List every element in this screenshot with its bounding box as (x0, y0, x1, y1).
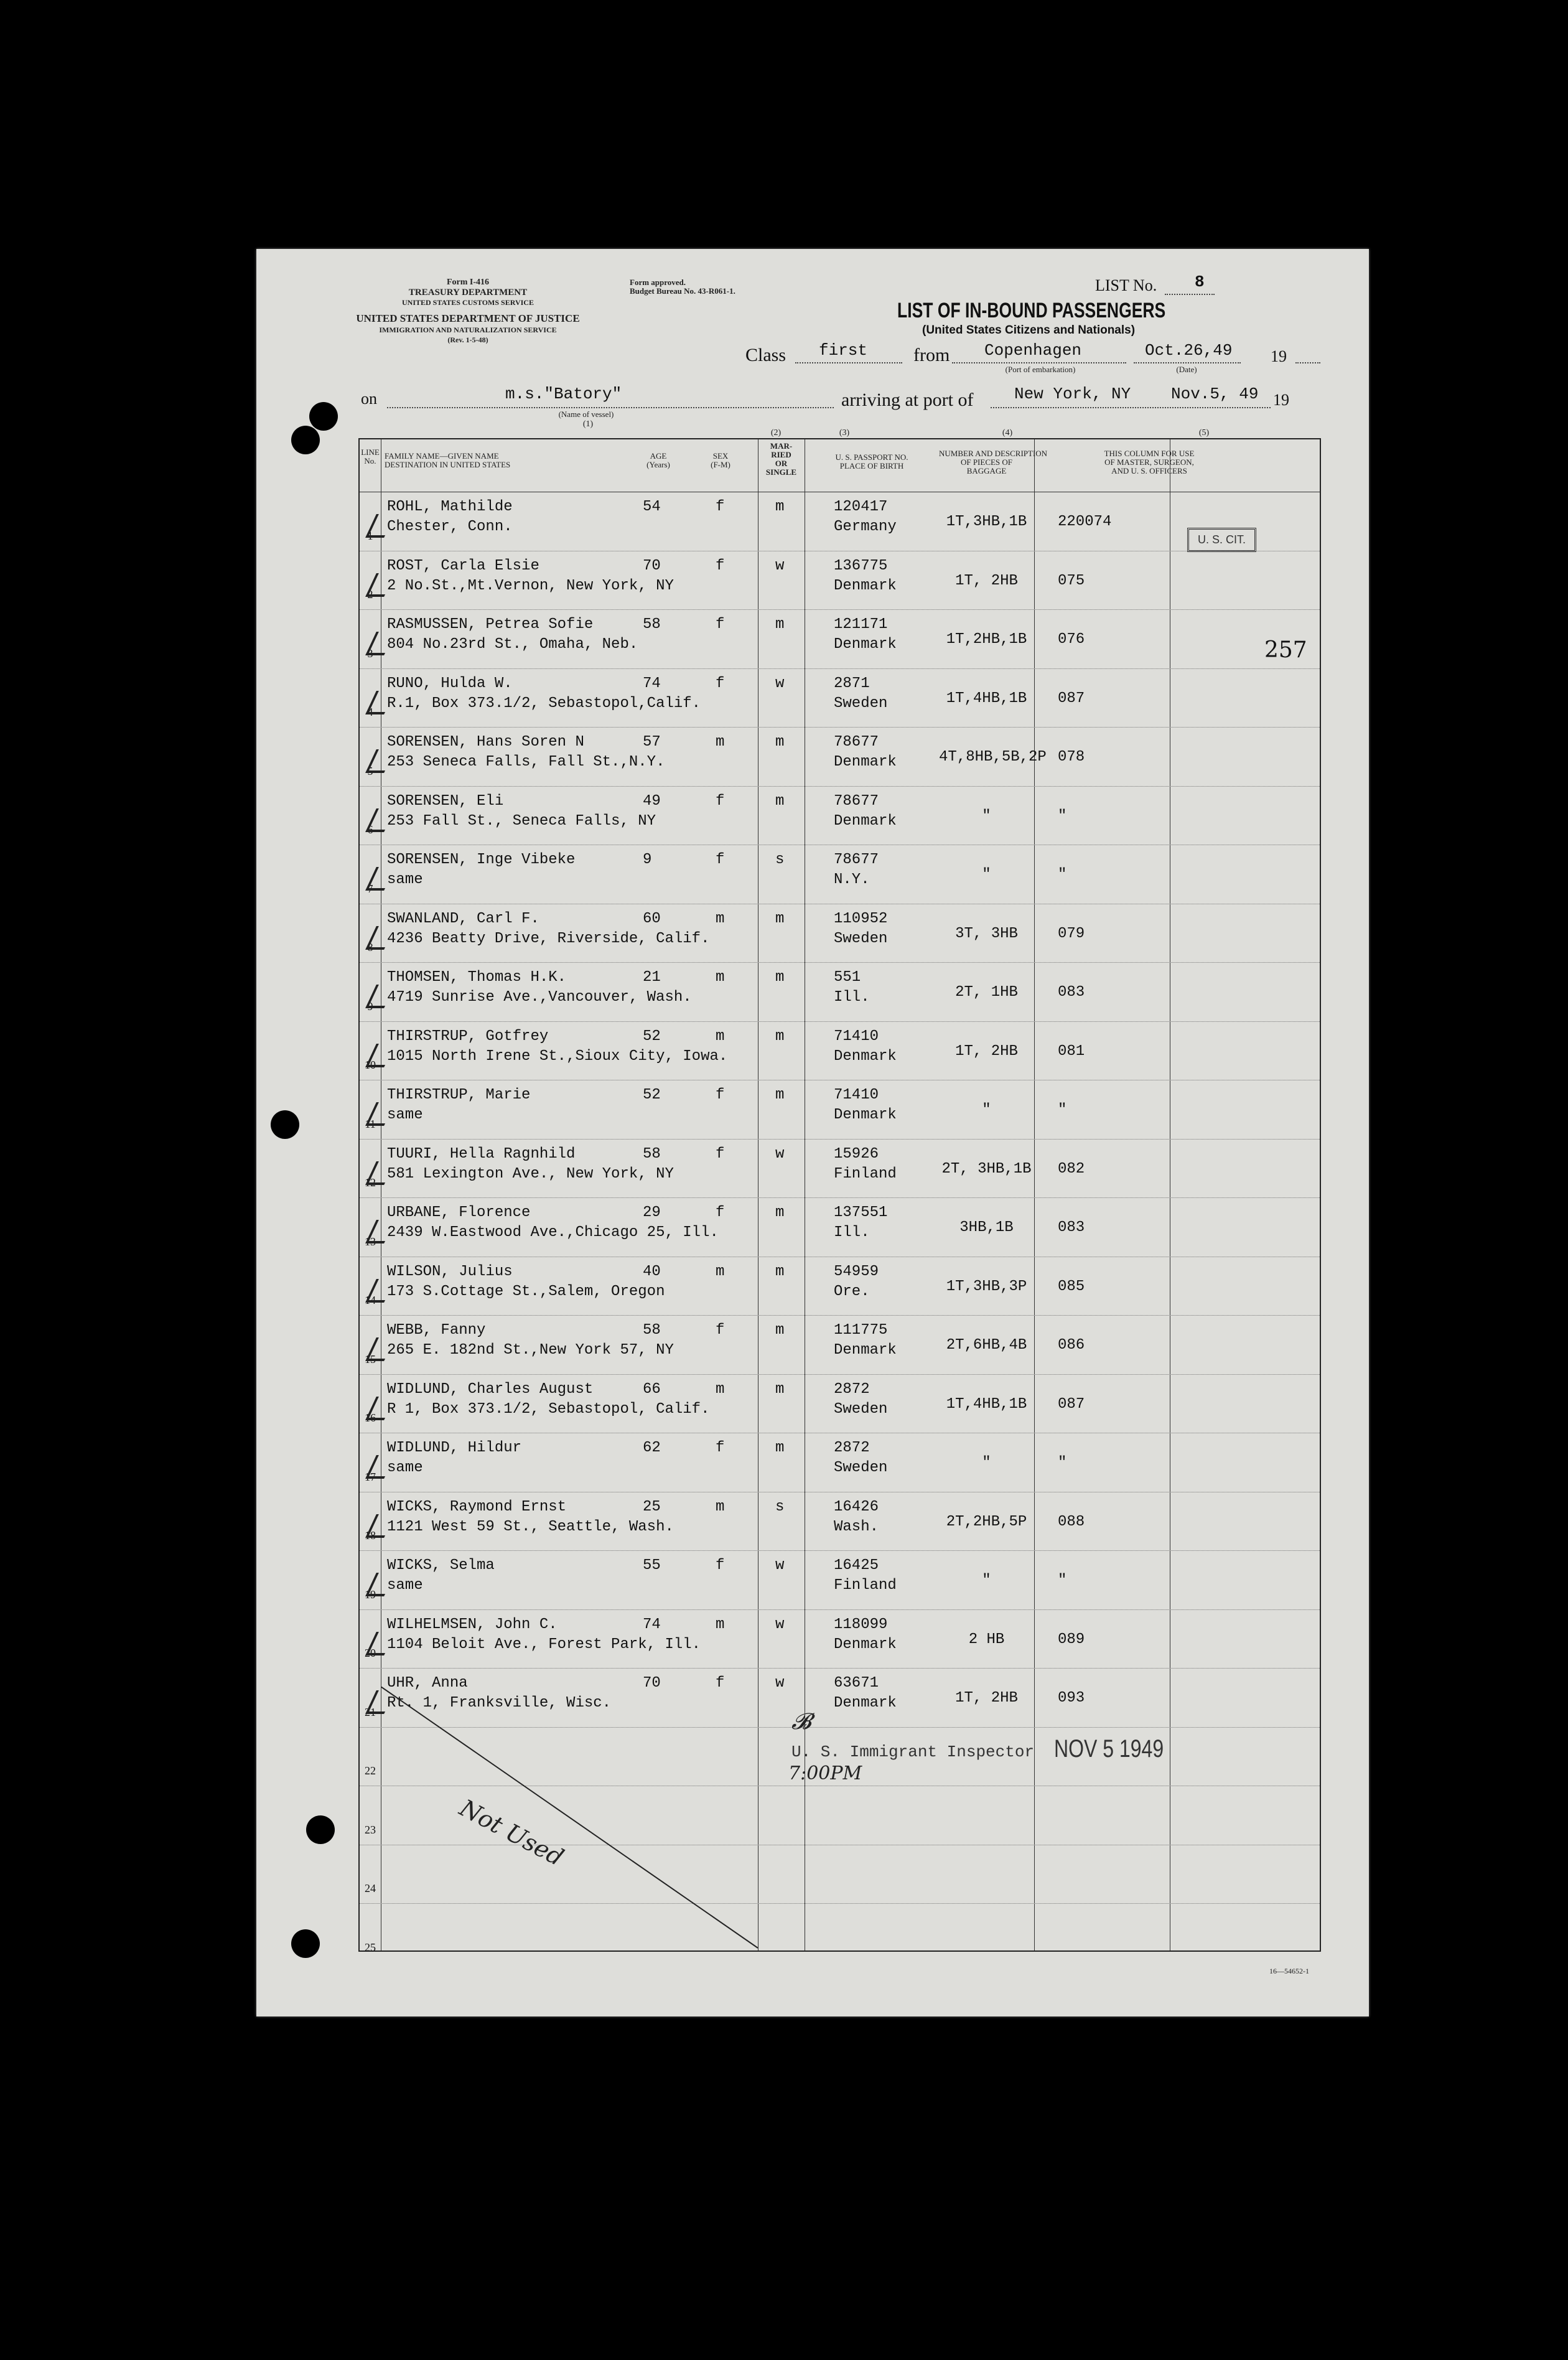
officer-number: 076 (1058, 631, 1085, 648)
line-number: 12 (365, 1176, 376, 1189)
baggage-description: " (982, 866, 991, 883)
marital-status: w (775, 1675, 785, 1692)
passenger-age: 25 (643, 1498, 661, 1515)
passenger-age: 70 (643, 1675, 661, 1692)
us-citizen-stamp: U. S. CIT. (1187, 528, 1256, 552)
officer-number: 082 (1058, 1160, 1085, 1178)
passenger-name: SORENSEN, Eli (387, 792, 504, 810)
officer-number: 079 (1058, 925, 1085, 942)
revision: (Rev. 1-5-48) (447, 335, 488, 344)
col-num-4: (4) (1002, 428, 1013, 438)
passenger-destination: 253 Seneca Falls, Fall St.,N.Y. (387, 754, 665, 770)
officer-number: " (1058, 866, 1067, 883)
vessel-line (387, 407, 834, 408)
place-of-birth: Denmark (834, 1695, 897, 1711)
passenger-sex: f (716, 1322, 725, 1339)
col-num-1: (1) (582, 419, 594, 429)
date-line (1134, 362, 1241, 363)
passport-number: 78677 (834, 734, 879, 751)
passenger-age: 58 (643, 616, 661, 633)
passenger-age: 21 (643, 969, 661, 986)
officer-number: 083 (1058, 1219, 1085, 1236)
arriving-label: arriving at port of (841, 390, 974, 410)
marital-status: m (775, 499, 785, 515)
passenger-sex: m (716, 1616, 725, 1633)
passenger-age: 52 (643, 1087, 661, 1103)
year-prefix-2: 19 (1273, 391, 1289, 409)
line-number: 9 (367, 1000, 373, 1013)
punch-hole (271, 1110, 299, 1139)
marital-status: m (775, 1263, 785, 1280)
passenger-destination: same (387, 1577, 423, 1594)
col-header-line: LINE No. (361, 447, 380, 466)
passenger-name: WIDLUND, Charles August (387, 1380, 594, 1398)
passport-number: 71410 (834, 1028, 879, 1045)
passenger-destination: R.1, Box 373.1/2, Sebastopol,Calif. (387, 695, 701, 712)
passenger-sex: m (716, 1028, 725, 1045)
passenger-destination: 4236 Beatty Drive, Riverside, Calif. (387, 930, 710, 947)
form-subtitle: (United States Citizens and Nationals) (922, 324, 1136, 337)
line-number: 17 (365, 1470, 376, 1483)
passenger-table (358, 438, 1321, 1952)
footer-code: 16—54652-1 (1269, 1967, 1309, 1975)
passenger-destination: same (387, 1459, 423, 1476)
baggage-description: " (982, 1572, 991, 1589)
marital-status: m (775, 1028, 785, 1045)
officer-number: 086 (1058, 1337, 1085, 1354)
passenger-sex: f (716, 792, 725, 810)
passenger-destination: R 1, Box 373.1/2, Sebastopol, Calif. (387, 1400, 710, 1418)
passport-number: 16426 (834, 1498, 879, 1515)
place-of-birth: Denmark (834, 1047, 897, 1065)
line-number: 3 (367, 647, 373, 660)
row-divider (360, 609, 1320, 610)
treasury-dept: TREASURY DEPARTMENT (408, 288, 528, 297)
passenger-age: 60 (643, 910, 661, 927)
baggage-description: 3T, 3HB (955, 925, 1018, 942)
passenger-name: UHR, Anna (387, 1675, 468, 1692)
line-number: 11 (365, 1117, 376, 1130)
side-number: 257 (1264, 637, 1307, 663)
place-of-birth: Sweden (834, 1400, 888, 1418)
col-header-baggage: NUMBER AND DESCRIPTION OF PIECES OF BAGGAGE (939, 449, 1048, 475)
row-divider (360, 962, 1320, 963)
passenger-sex: f (716, 1440, 725, 1456)
passenger-destination: Rt. 1, Franksville, Wisc. (387, 1695, 612, 1711)
col-header-officer: THIS COLUMN FOR USE OF MASTER, SURGEON, AND U. S. OFFICERS (1104, 449, 1195, 475)
place-of-birth: Sweden (834, 1459, 888, 1476)
place-of-birth: Denmark (834, 577, 897, 594)
passport-number: 121171 (834, 616, 888, 633)
class-value: first (819, 341, 868, 360)
marital-status: w (775, 1616, 785, 1633)
row-divider (360, 668, 1320, 669)
line-number: 15 (365, 1352, 376, 1365)
year-line (1295, 362, 1320, 363)
passenger-name: THIRSTRUP, Gotfrey (387, 1028, 549, 1045)
passenger-age: 66 (643, 1380, 661, 1398)
place-of-birth: N.Y. (834, 871, 870, 888)
customs-service: UNITED STATES CUSTOMS SERVICE (402, 298, 534, 307)
line-number: 25 (365, 1941, 376, 1954)
officer-number: 220074 (1058, 513, 1112, 530)
line-number: 5 (367, 764, 373, 777)
line-number: 16 (365, 1412, 376, 1424)
baggage-description: " (982, 807, 991, 825)
baggage-description: 1T,3HB,3P (946, 1278, 1027, 1295)
place-of-birth: Ore. (834, 1283, 870, 1300)
marital-status: m (775, 1440, 785, 1456)
officer-number: 075 (1058, 572, 1085, 589)
line-number: 4 (367, 706, 373, 718)
marital-status: w (775, 1145, 785, 1163)
list-no-line (1165, 294, 1215, 295)
row-divider (360, 1550, 1320, 1551)
row-divider (360, 1609, 1320, 1610)
passenger-name: SWANLAND, Carl F. (387, 910, 539, 927)
passenger-name: RASMUSSEN, Petrea Sofie (387, 616, 594, 633)
passenger-age: 9 (643, 851, 652, 868)
place-of-birth: Denmark (834, 1342, 897, 1359)
passenger-sex: m (716, 1380, 725, 1398)
officer-number: 081 (1058, 1042, 1085, 1060)
marital-status: m (775, 1087, 785, 1103)
row-divider (360, 1668, 1320, 1669)
row-divider (360, 786, 1320, 787)
passport-number: 2871 (834, 675, 870, 692)
place-of-birth: Sweden (834, 695, 888, 712)
baggage-description: 1T,2HB,1B (946, 631, 1027, 648)
passenger-sex: m (716, 1498, 725, 1515)
passport-number: 551 (834, 969, 861, 986)
passport-number: 78677 (834, 792, 879, 810)
place-of-birth: Denmark (834, 636, 897, 653)
passenger-sex: f (716, 1087, 725, 1103)
passenger-age: 54 (643, 499, 661, 515)
marital-status: m (775, 969, 785, 986)
passenger-age: 62 (643, 1440, 661, 1456)
passenger-destination: same (387, 1107, 423, 1123)
place-of-birth: Sweden (834, 930, 888, 947)
place-of-birth: Finland (834, 1577, 897, 1594)
line-number: 6 (367, 823, 373, 836)
justice-dept: UNITED STATES DEPARTMENT OF JUSTICE (356, 312, 580, 324)
passenger-name: THIRSTRUP, Marie (387, 1087, 531, 1103)
place-of-birth: Denmark (834, 1636, 897, 1653)
not-used-note: Not Used (455, 1794, 568, 1871)
line-number: 24 (365, 1882, 376, 1894)
passport-number: 118099 (834, 1616, 888, 1633)
arrival-time: 7:00PM (788, 1763, 862, 1784)
line-number: 8 (367, 941, 373, 953)
budget-bureau: Budget Bureau No. 43-R061-1. (630, 286, 735, 296)
passenger-destination: Chester, Conn. (387, 518, 513, 535)
line-number: 18 (365, 1529, 376, 1542)
officer-number: 087 (1058, 1395, 1085, 1413)
passenger-age: 58 (643, 1145, 661, 1163)
row-divider (360, 727, 1320, 728)
line-number: 21 (365, 1705, 376, 1718)
passenger-age: 29 (643, 1204, 661, 1221)
officer-number: 088 (1058, 1513, 1085, 1530)
passenger-sex: m (716, 734, 725, 751)
line-number: 23 (365, 1823, 376, 1836)
passenger-destination: 253 Fall St., Seneca Falls, NY (387, 812, 656, 830)
vessel-name: m.s."Batory" (505, 385, 622, 403)
marital-status: m (775, 1380, 785, 1398)
row-divider (360, 1139, 1320, 1140)
col-num-3: (3) (839, 428, 850, 438)
marital-status: m (775, 792, 785, 810)
passport-number: 71410 (834, 1087, 879, 1103)
baggage-description: 2T,6HB,4B (946, 1337, 1027, 1354)
class-label: Class (745, 345, 786, 365)
place-of-birth: Denmark (834, 1107, 897, 1123)
passenger-destination: 804 No.23rd St., Omaha, Neb. (387, 636, 638, 653)
officer-number: 085 (1058, 1278, 1085, 1295)
place-of-birth: Ill. (834, 989, 870, 1006)
baggage-description: " (982, 1102, 991, 1118)
marital-status: w (775, 1557, 785, 1574)
passport-number: 16425 (834, 1557, 879, 1574)
passenger-name: WEBB, Fanny (387, 1322, 486, 1339)
passenger-name: ROST, Carla Elsie (387, 557, 539, 574)
marital-status: s (775, 1498, 785, 1515)
baggage-description: 1T,4HB,1B (946, 1395, 1027, 1413)
baggage-description: " (982, 1454, 991, 1471)
col-num-5: (5) (1198, 428, 1210, 438)
place-of-birth: Germany (834, 518, 897, 535)
marital-status: m (775, 1204, 785, 1221)
passenger-age: 49 (643, 792, 661, 810)
passenger-age: 70 (643, 557, 661, 574)
row-divider (360, 1197, 1320, 1198)
place-of-birth: Finland (834, 1165, 897, 1182)
passenger-name: WICKS, Raymond Ernst (387, 1498, 567, 1515)
baggage-description: 2T, 1HB (955, 984, 1018, 1001)
officer-number: " (1058, 1454, 1067, 1471)
passenger-name: THOMSEN, Thomas H.K. (387, 969, 567, 986)
baggage-description: 2T, 3HB,1B (941, 1160, 1032, 1178)
passport-number: 54959 (834, 1263, 879, 1280)
passenger-name: ROHL, Mathilde (387, 499, 513, 515)
marital-status: s (775, 851, 785, 868)
unused-rows-strike (381, 1687, 758, 1950)
passenger-name: WIDLUND, Hildur (387, 1440, 522, 1456)
punch-hole (309, 402, 338, 431)
punch-hole (291, 1929, 320, 1958)
passenger-sex: f (716, 1675, 725, 1692)
from-label: from (913, 345, 950, 365)
baggage-description: 1T, 2HB (955, 1042, 1018, 1060)
passenger-sex: f (716, 499, 725, 515)
col-header-married: MAR- RIED OR SINGLE (765, 441, 797, 477)
line-number: 1 (367, 529, 373, 542)
marital-status: w (775, 675, 785, 692)
officer-number: " (1058, 807, 1067, 825)
inspector-title: U. S. Immigrant Inspector (791, 1743, 1035, 1761)
passenger-destination: 265 E. 182nd St.,New York 57, NY (387, 1342, 674, 1359)
inspector-signature-mark: 𝓑 (791, 1709, 811, 1735)
marital-status: w (775, 557, 785, 574)
passenger-age: 55 (643, 1557, 661, 1574)
arrival-date: Nov.5, 49 (1171, 385, 1259, 403)
baggage-description: 1T,3HB,1B (946, 513, 1027, 530)
passenger-age: 52 (643, 1028, 661, 1045)
marital-status: m (775, 910, 785, 927)
row-divider (360, 1021, 1320, 1022)
line-number: 10 (365, 1059, 376, 1071)
line-number: 20 (365, 1647, 376, 1659)
officer-number: " (1058, 1572, 1067, 1589)
officer-number: 089 (1058, 1631, 1085, 1648)
passport-number: 110952 (834, 910, 888, 927)
passenger-name: URBANE, Florence (387, 1204, 531, 1221)
passenger-age: 40 (643, 1263, 661, 1280)
col-header-name: FAMILY NAME—GIVEN NAME DESTINATION IN UNITED STATES (385, 451, 511, 469)
place-of-birth: Denmark (834, 754, 897, 770)
class-line (795, 362, 902, 363)
passport-number: 63671 (834, 1675, 879, 1692)
date-value: Oct.26,49 (1145, 341, 1233, 360)
officer-number: " (1058, 1102, 1067, 1118)
passport-number: 120417 (834, 499, 888, 515)
arrival-line (991, 407, 1271, 408)
year-prefix: 19 (1271, 347, 1287, 365)
passenger-age: 58 (643, 1322, 661, 1339)
passenger-destination: 2439 W.Eastwood Ave.,Chicago 25, Ill. (387, 1224, 719, 1241)
passenger-sex: f (716, 1204, 725, 1221)
marital-status: m (775, 734, 785, 751)
passenger-destination: 4719 Sunrise Ave.,Vancouver, Wash. (387, 989, 692, 1006)
baggage-description: 2 HB (968, 1631, 1005, 1648)
passenger-name: TUURI, Hella Ragnhild (387, 1145, 576, 1163)
col-header-sex: SEX (F-M) (711, 451, 730, 469)
baggage-description: 1T,4HB,1B (946, 690, 1027, 707)
line-number: 19 (365, 1588, 376, 1601)
list-no-label: LIST No. (1095, 276, 1157, 294)
passenger-name: SORENSEN, Inge Vibeke (387, 851, 576, 868)
passenger-sex: f (716, 1145, 725, 1163)
line-number: 14 (365, 1294, 376, 1306)
passenger-name: RUNO, Hulda W. (387, 675, 513, 692)
line-number: 22 (365, 1764, 376, 1777)
passenger-destination: 1121 West 59 St., Seattle, Wash. (387, 1518, 674, 1535)
baggage-description: 3HB,1B (959, 1219, 1014, 1236)
date-stamp: NOV 5 1949 (1054, 1735, 1164, 1763)
from-value: Copenhagen (984, 341, 1082, 360)
passenger-age: 74 (643, 1616, 661, 1633)
passport-number: 137551 (834, 1204, 888, 1221)
passenger-sex: m (716, 1263, 725, 1280)
passenger-sex: m (716, 910, 725, 927)
col-header-age: AGE (Years) (646, 451, 670, 469)
form-title: LIST OF IN-BOUND PASSENGERS (897, 299, 1166, 322)
line-number: 7 (367, 882, 373, 895)
col-num-2: (2) (770, 428, 782, 438)
passenger-sex: f (716, 557, 725, 574)
marital-status: m (775, 1322, 785, 1339)
passenger-name: WILHELMSEN, John C. (387, 1616, 558, 1633)
officer-number: 087 (1058, 690, 1085, 707)
form-approved: Form approved. (630, 278, 686, 287)
place-of-birth: Wash. (834, 1518, 879, 1535)
passenger-name: SORENSEN, Hans Soren N (387, 734, 584, 751)
baggage-description: 1T, 2HB (955, 572, 1018, 589)
port-caption: (Port of embarkation) (1005, 365, 1076, 374)
passenger-sex: f (716, 675, 725, 692)
passport-number: 2872 (834, 1380, 870, 1398)
row-divider (360, 1315, 1320, 1316)
vessel-caption: (Name of vessel) (558, 410, 614, 419)
list-no-value: 8 (1195, 273, 1205, 291)
col-divider (1034, 439, 1035, 1950)
passenger-sex: f (716, 616, 725, 633)
punch-hole (306, 1815, 335, 1844)
arrival-port: New York, NY (1014, 385, 1131, 403)
passenger-name: WILSON, Julius (387, 1263, 513, 1280)
passenger-sex: f (716, 1557, 725, 1574)
passenger-sex: m (716, 969, 725, 986)
passport-number: 78677 (834, 851, 879, 868)
baggage-description: 2T,2HB,5P (946, 1513, 1027, 1530)
row-divider (360, 1374, 1320, 1375)
officer-number: 078 (1058, 749, 1085, 766)
place-of-birth: Denmark (834, 812, 897, 830)
passport-number: 15926 (834, 1145, 879, 1163)
baggage-description: 4T,8HB,5B,2P (939, 749, 1047, 766)
passenger-age: 57 (643, 734, 661, 751)
line-number: 2 (367, 588, 373, 601)
passenger-age: 74 (643, 675, 661, 692)
line-number: 13 (365, 1235, 376, 1248)
col-header-passport: U. S. PASSPORT NO. PLACE OF BIRTH (835, 452, 908, 471)
ins-service: IMMIGRATION AND NATURALIZATION SERVICE (379, 325, 557, 334)
passport-number: 2872 (834, 1440, 870, 1456)
passenger-name: WICKS, Selma (387, 1557, 495, 1574)
passenger-destination: same (387, 871, 423, 888)
passenger-sex: f (716, 851, 725, 868)
passport-number: 111775 (834, 1322, 888, 1339)
passenger-destination: 2 No.St.,Mt.Vernon, New York, NY (387, 577, 674, 594)
passenger-destination: 581 Lexington Ave., New York, NY (387, 1165, 674, 1182)
marital-status: m (775, 616, 785, 633)
baggage-description: 1T, 2HB (955, 1690, 1018, 1707)
from-line (952, 362, 1126, 363)
officer-number: 083 (1058, 984, 1085, 1001)
passenger-list-sheet (256, 249, 1369, 2016)
passport-number: 136775 (834, 557, 888, 574)
passenger-destination: 1015 North Irene St.,Sioux City, Iowa. (387, 1047, 728, 1065)
officer-number: 093 (1058, 1690, 1085, 1707)
punch-hole (291, 426, 320, 454)
passenger-destination: 173 S.Cottage St.,Salem, Oregon (387, 1283, 665, 1300)
date-caption: (Date) (1176, 365, 1197, 374)
place-of-birth: Ill. (834, 1224, 870, 1241)
on-label: on (361, 390, 377, 408)
form-number: Form I-416 (446, 278, 490, 287)
passenger-destination: 1104 Beloit Ave., Forest Park, Ill. (387, 1636, 701, 1653)
